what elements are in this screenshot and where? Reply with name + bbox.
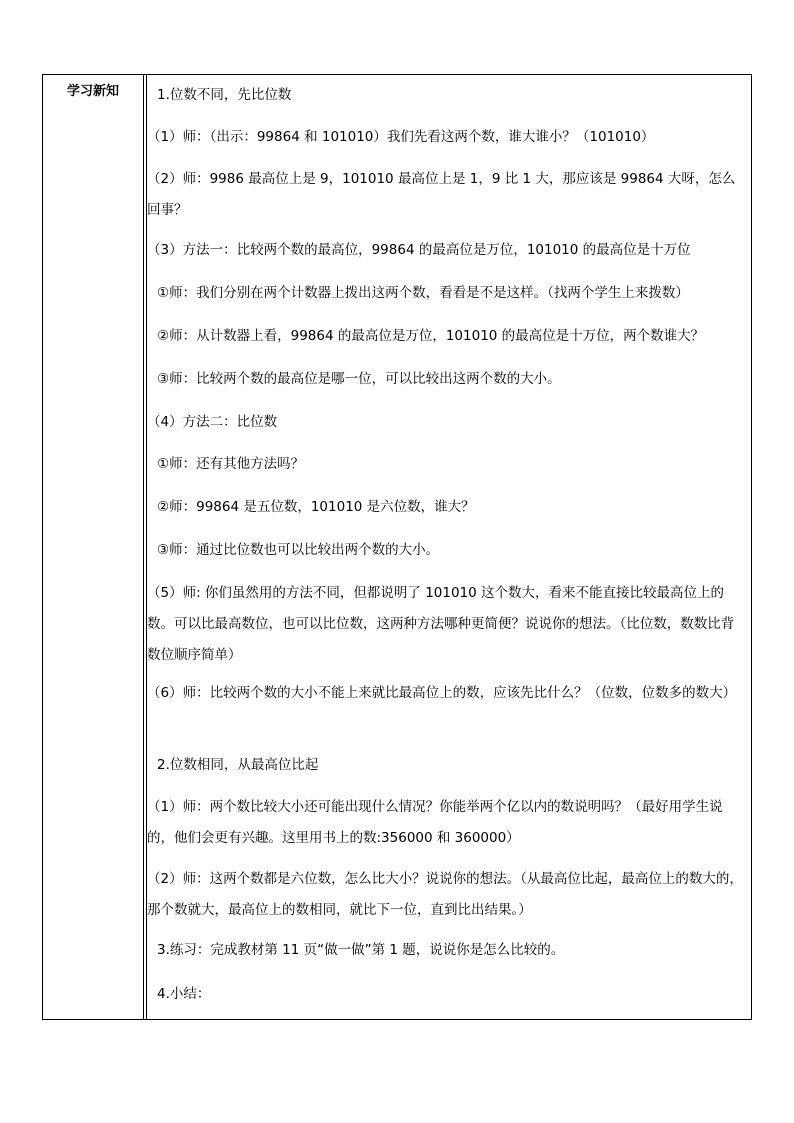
paragraph: （4）方法二：比位数 [147,414,278,430]
paragraph: ①师：还有其他方法吗？ [157,456,305,472]
section-heading: 4.小结： [157,986,211,1002]
paragraph: ②师：从计数器上看，99864 的最高位是万位，101010 的最高位是十万位，两个数谁大？ [157,328,705,344]
paragraph: （1）师：（出示：99864 和 101010）我们先看这两个数，谁大谁小？（101010） [147,129,655,145]
paragraph: （5）师: 你们虽然用的方法不同，但都说明了 101010 这个数大，看来不能直接比较最高位上的数。可以比最高数位，也可以比位数，这两种方法哪种更简便？说说你的想法。（比位数，数数比背数位顺序简单） [147,585,735,663]
paragraph: ③师：通过比位数也可以比较出两个数的大小。 [157,542,440,558]
row-header-label: 学习新知 [66,84,119,99]
section-heading: 2.位数相同，从最高位比起 [157,757,319,773]
paragraph: ②师：99864 是五位数，101010 是六位数，谁大？ [157,499,475,515]
paragraph: （1）师：两个数比较大小还可能出现什么情况？你能举两个亿以内的数说明吗？（最好用学生说的，他们会更有兴趣。这里用书上的数:356000 和 360000） [147,799,723,846]
paragraph: ①师：我们分别在两个计数器上拨出这两个数，看看是不是这样。（找两个学生上来拨数） [157,285,689,301]
lesson-table [42,74,752,1020]
paragraph: （6）师：比较两个数的大小不能上来就比最高位上的数，应该先比什么？（位数，位数多的数大） [147,685,737,701]
paragraph: ③师：比较两个数的最高位是哪一位，可以比较出这两个数的大小。 [157,371,561,387]
column-divider [143,75,144,1019]
section-heading: 3.练习：完成教材第 11 页“做一做”第 1 题，说说你是怎么比较的。 [157,942,565,958]
section-heading: 1.位数不同，先比位数 [157,87,292,103]
paragraph: （2）师：这两个数都是六位数，怎么比大小？说说你的想法。（从最高位比起，最高位上的数大的，那个数就大，最高位上的数相同，就比下一位，直到比出结果。） [147,871,743,918]
paragraph: （2）师：9986 最高位上是 9，101010 最高位上是 1，9 比 1 大，那应该是 99864 大呀，怎么回事？ [147,171,736,218]
paragraph: （3）方法一：比较两个数的最高位，99864 的最高位是万位，101010 的最高位是十万位 [147,242,691,258]
